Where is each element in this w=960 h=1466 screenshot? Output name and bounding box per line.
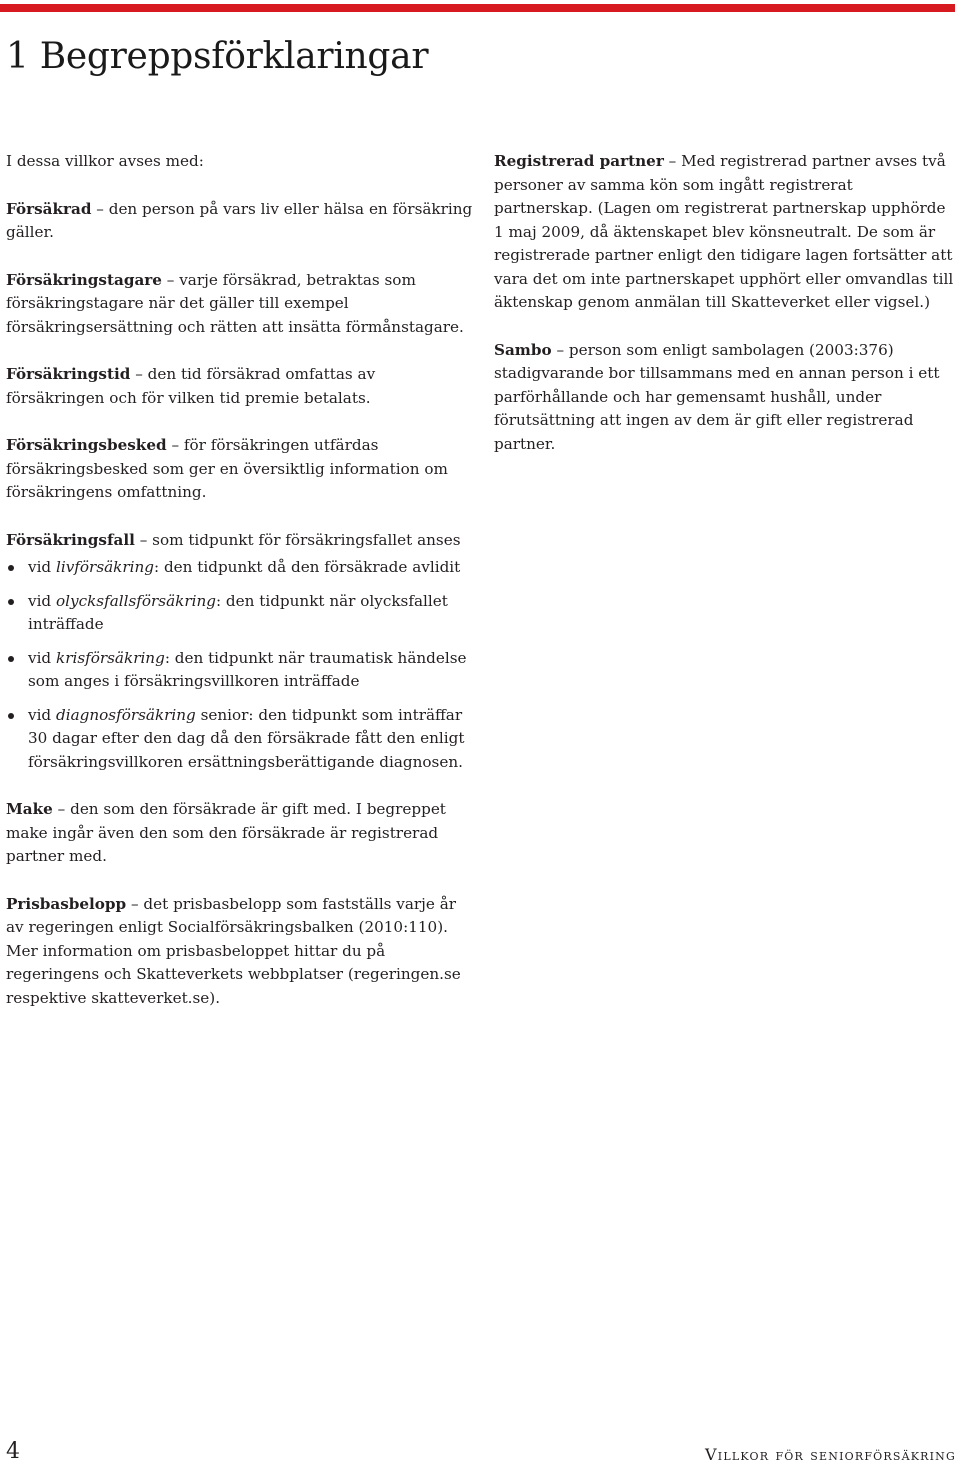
footer-document-title: Villkor för seniorförsäkring — [705, 1445, 956, 1464]
bullet-icon — [8, 565, 14, 571]
term-label: Registrerad partner — [494, 152, 664, 170]
term-definition: – som tidpunkt för försäkringsfallet anses — [134, 530, 461, 549]
term-definition: – för försäkringen utfärdas försäkringsbesked som ger en översiktlig information om försäkringens omfattning. — [6, 436, 448, 501]
term-label: Försäkringsfall — [6, 530, 135, 549]
definition-make — [6, 798, 476, 869]
bullet-icon — [8, 599, 14, 605]
list-item: vid livförsäkring: den tidpunkt då den försäkrade avlidit — [6, 556, 476, 580]
term-definition: – den person på vars liv eller hälsa en försäkring gäller. — [6, 199, 473, 241]
definition-forsakringsbesked — [6, 434, 476, 505]
term-definition: – den tid försäkrad omfattas av försäkringen och för vilken tid premie betalats. — [6, 365, 376, 407]
term-definition: – person som enligt sambolagen (2003:376) stadigvarande bor tillsammans med en annan person i ett parförhållande och har gemensamt hushåll, under förutsättning att ingen av dem är gift eller registrerad partner. — [494, 340, 940, 453]
bullet-icon — [8, 713, 14, 719]
definition-registrerad-partner — [494, 150, 956, 315]
list-item: vid krisförsäkring: den tidpunkt när traumatisk händelse som anges i försäkringsvillkoren inträffade — [6, 647, 476, 694]
term-label: Försäkringsbesked — [6, 436, 167, 454]
definition-prisbasbelopp — [6, 893, 476, 1011]
definition-sambo — [494, 339, 956, 457]
top-accent-bar — [0, 4, 955, 12]
definition-forsakringstid — [6, 363, 476, 410]
right-column — [494, 150, 956, 480]
definition-forsakrad — [6, 198, 476, 245]
intro-text: I dessa villkor avses med: — [6, 152, 204, 170]
term-label: Försäkrad — [6, 199, 92, 218]
list-item: vid diagnosförsäkring senior: den tidpunkt som inträffar 30 dagar efter den dag då den försäkrade fått den enligt försäkringsvillkoren ersättningsberättigande diagnosen. — [6, 704, 476, 775]
term-definition: – Med registrerad partner avses två personer av samma kön som ingått registrerat partnerskap. (Lagen om registrerat partnerskap upphörde 1 maj 2009, då äktenskapet blev könsneutralt. De som är registrerade partner enligt den tidigare lagen fortsätter att vara det om inte partnerskapet upphört eller omvandlas till äktenskap genom anmälan till Skatteverket eller vigsel.) — [494, 152, 954, 311]
definition-forsakringstagare — [6, 269, 476, 340]
term-label: Make — [6, 800, 53, 818]
term-definition: – varje försäkrad, betraktas som försäkringstagare när det gäller till exempel försäkringsersättning och rätten att insätta förmånstagare. — [6, 270, 464, 336]
definition-forsakringsfall — [6, 529, 476, 553]
term-definition: – den som den försäkrade är gift med. I begreppet make ingår även den som den försäkrade är registrerad partner med. — [6, 800, 446, 865]
forsakringsfall-list — [6, 556, 476, 774]
list-item: vid olycksfallsförsäkring: den tidpunkt när olycksfallet inträffade — [6, 590, 476, 637]
term-label: Försäkringstid — [6, 365, 131, 383]
term-label: Prisbasbelopp — [6, 894, 127, 913]
page-number: 4 — [6, 1439, 20, 1464]
term-label: Försäkringstagare — [6, 270, 162, 289]
left-column — [6, 150, 476, 1034]
bullet-icon — [8, 656, 14, 662]
page-title: 1 Begreppsförklaringar — [6, 36, 429, 77]
term-definition: – det prisbasbelopp som fastställs varje år av regeringen enligt Socialförsäkringsbalken (2010:110). Mer information om prisbasbeloppet hittar du på regeringens och Skatteverkets webbplatser (regeringen.se respektive skatteverket.se). — [6, 894, 461, 1007]
term-label: Sambo — [494, 340, 552, 359]
